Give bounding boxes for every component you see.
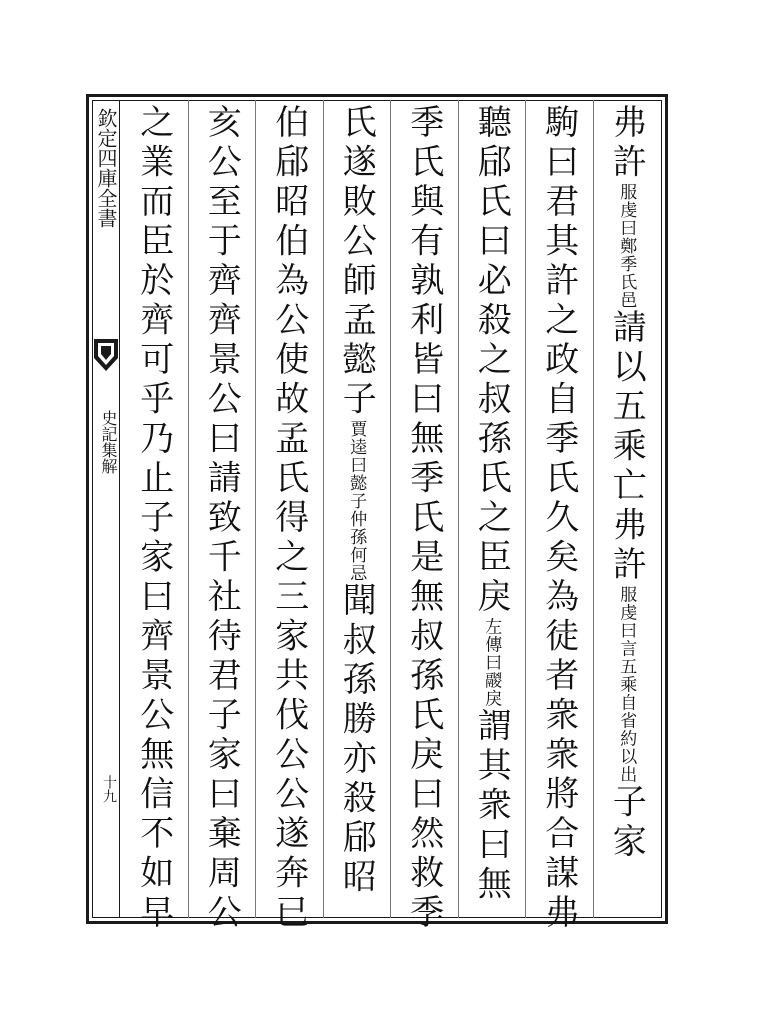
- text-column-1: [606, 104, 646, 914]
- main-text: 子家: [606, 783, 647, 863]
- main-text: 之業而臣於齊可乎乃止子家曰齊景公無信不如早: [133, 104, 174, 934]
- column-rule: [188, 100, 189, 918]
- main-text: 氏遂敗公師孟懿子: [336, 104, 377, 420]
- column-rule: [390, 100, 391, 918]
- fishtail-mark-icon: [93, 338, 119, 372]
- text-column-2: [538, 104, 579, 934]
- main-text: 謂其衆曰無: [471, 707, 512, 905]
- commentary-note: 服虔曰鄭季氏邑: [616, 183, 637, 309]
- main-text: 聞叔孫勝亦殺郈昭: [336, 582, 377, 898]
- column-rule: [255, 100, 256, 918]
- main-text: 季氏與有孰利皆曰無季氏是無叔孫氏戾曰然救季: [403, 104, 444, 934]
- main-text: 亥公至于齊齊景公曰請致千社待君子家曰棄周公: [201, 104, 242, 934]
- text-column-3: [471, 104, 511, 914]
- text-column-5: [336, 104, 376, 914]
- main-text: 弗許: [606, 104, 647, 183]
- page-number: 十九: [101, 775, 117, 803]
- main-text: 駒曰君其許之政自季氏久矣為徒者衆衆將合謀弗: [538, 104, 579, 934]
- column-rule: [458, 100, 459, 918]
- commentary-note: 服虔曰言五乘自省約以出: [616, 585, 637, 784]
- commentary-note: 賈逵曰懿子仲孫何忌: [346, 420, 367, 582]
- main-text: 聽郈氏曰必殺之叔孫氏之臣戾: [471, 104, 512, 618]
- text-column-6: [268, 104, 309, 934]
- column-rule: [323, 100, 324, 918]
- text-column-4: [403, 104, 444, 934]
- column-rule: [525, 100, 526, 918]
- commentary-note: 左傳曰鬷戾: [481, 617, 502, 708]
- column-rule: [593, 100, 594, 918]
- main-text: 伯郈昭伯為公使故孟氏得之三家共伐公公遂奔已: [268, 104, 309, 934]
- text-column-7: [201, 104, 242, 934]
- book-title: 史記集解: [99, 410, 118, 474]
- collection-title: 欽定四庫全書: [94, 108, 118, 228]
- text-column-8: [133, 104, 174, 934]
- main-text: 請以五乘亡弗許: [606, 309, 647, 586]
